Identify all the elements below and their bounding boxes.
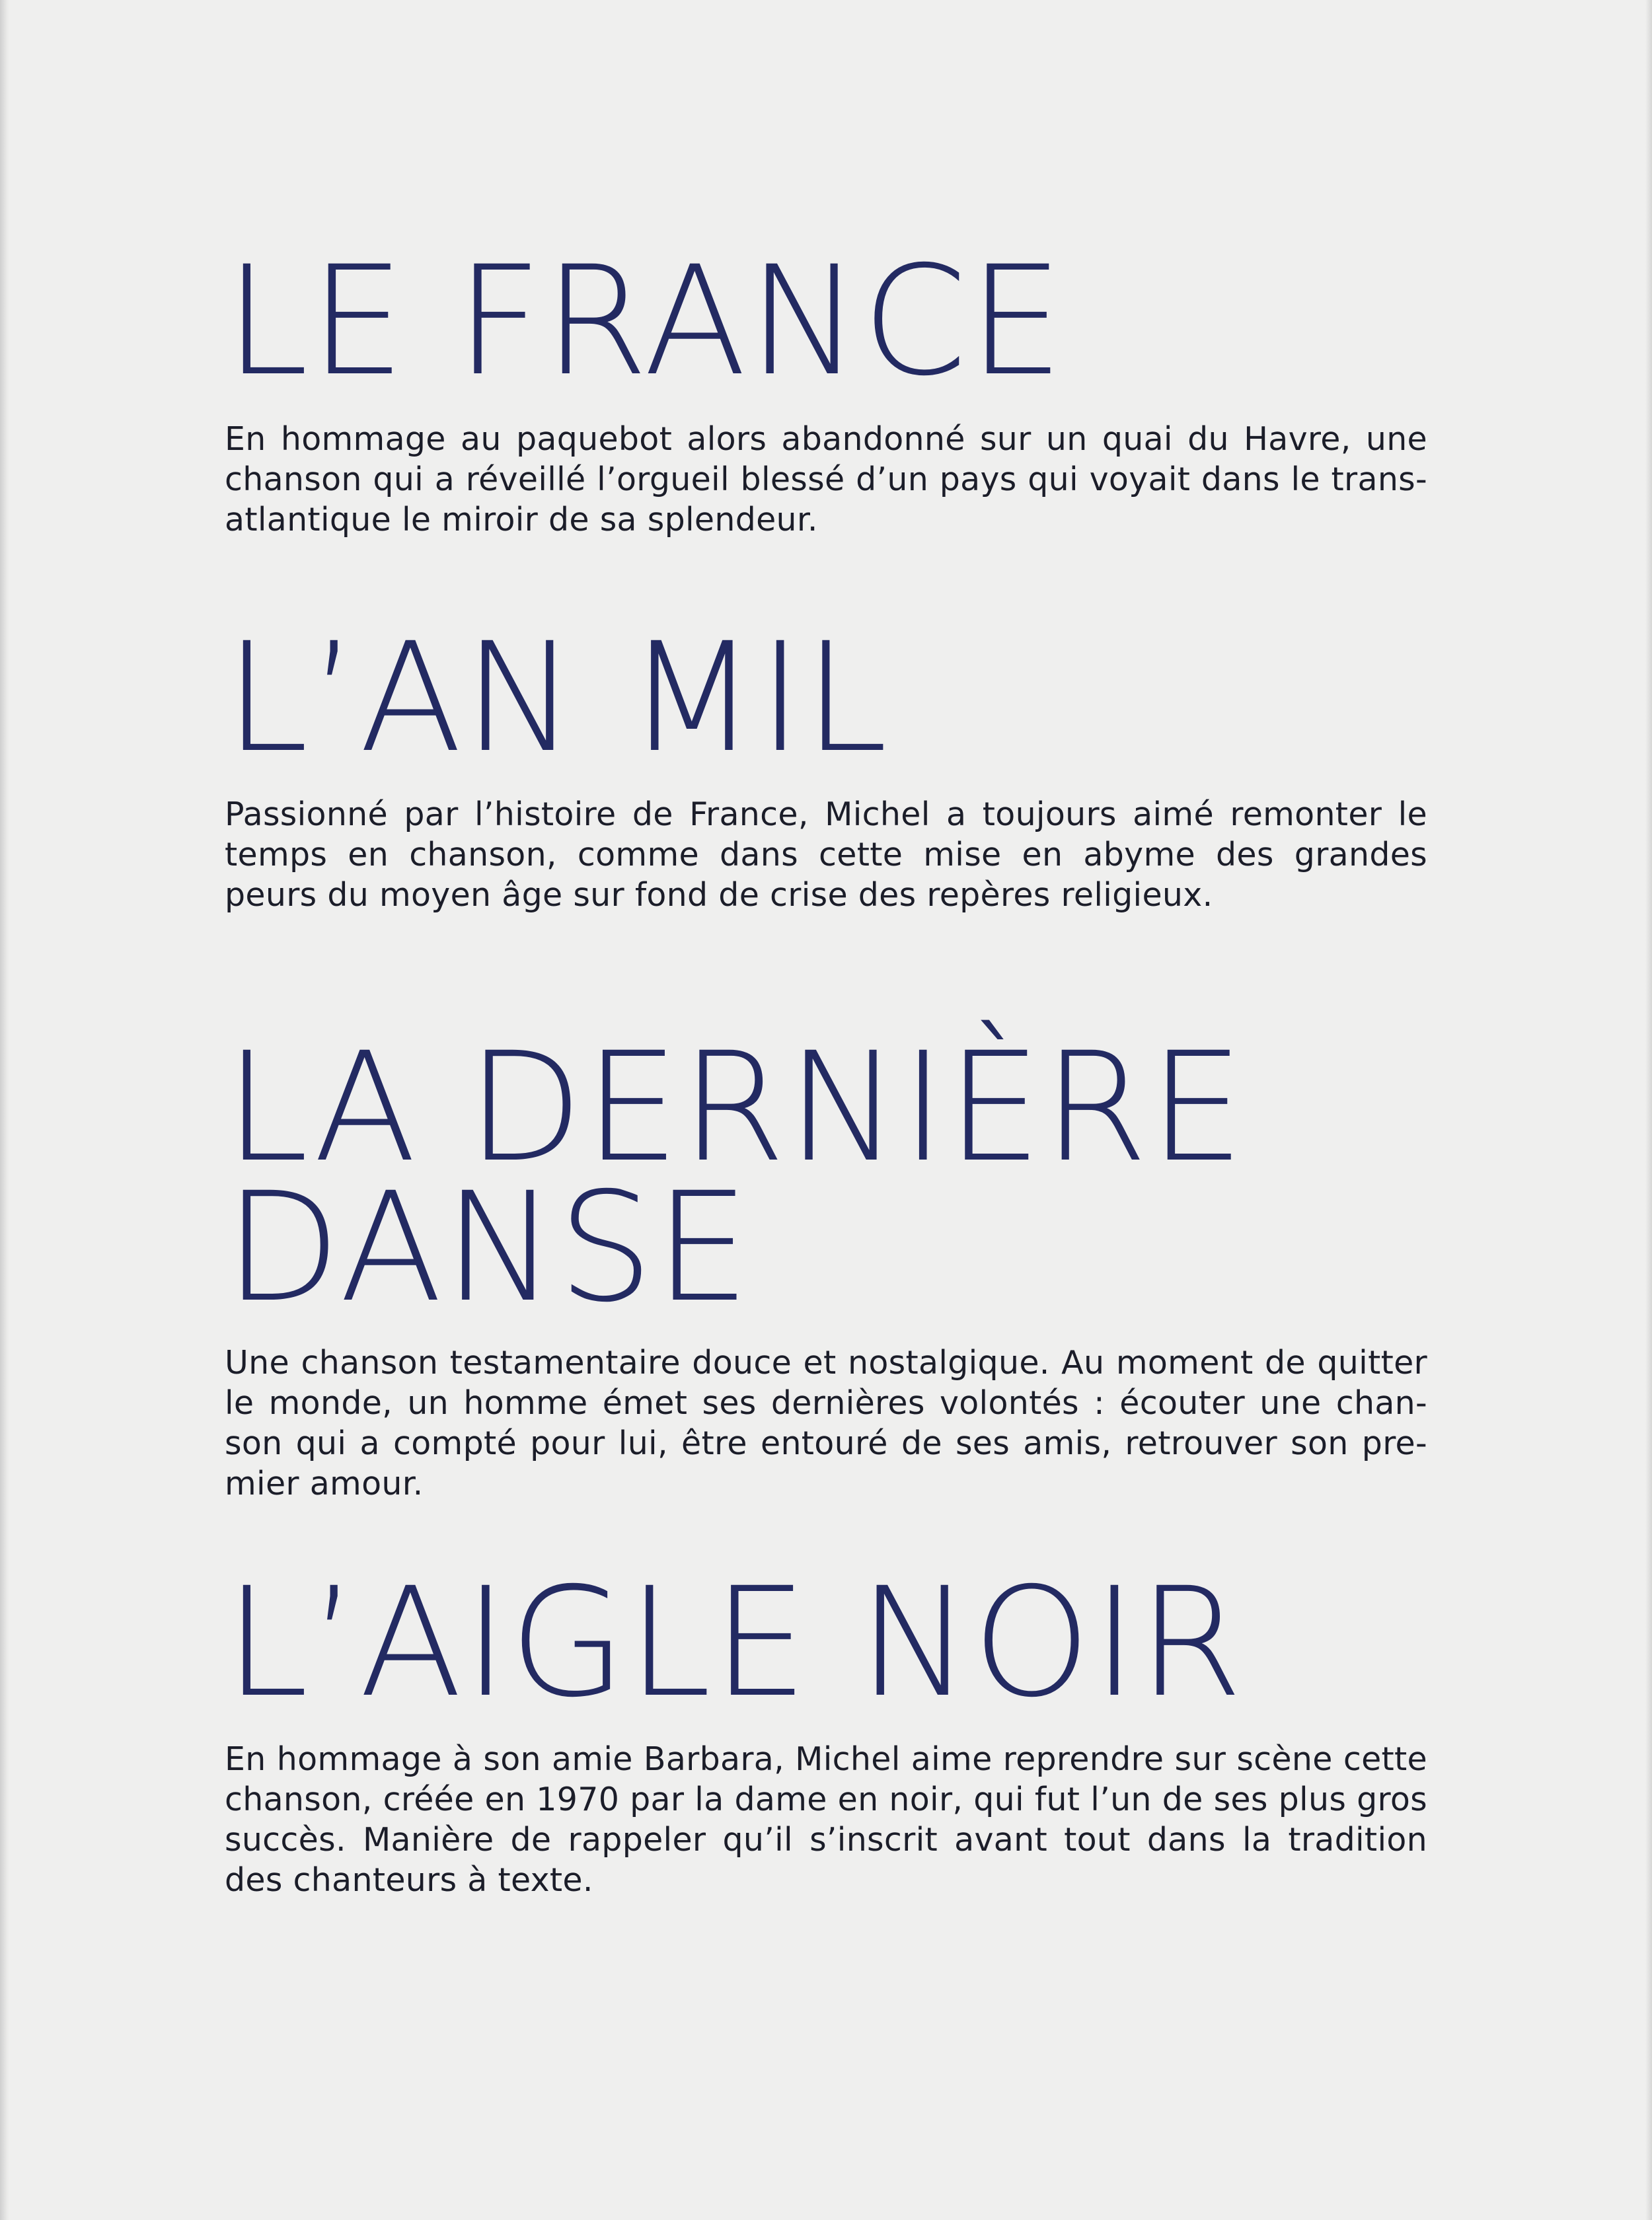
page-edge-right — [1645, 0, 1652, 2220]
song-title: L’AIGLE NOIR — [225, 1555, 1244, 1730]
song-description: En hommage à son amie Barbara, Michel aime reprendre sur scène cette chanson, créée en 1970 par la dame en noir, qui fut l’un de ses plus gros succès. Manière de rappeler qu’il s’inscrit avant tout dans la tradition des chanteurs à texte. — [225, 1740, 1427, 1899]
song-title: LA DERNIÈRE DANSE — [225, 1019, 1246, 1335]
song-title: L’AN MIL — [225, 610, 889, 786]
song-section-la-derniere-danse — [225, 1019, 1427, 1504]
song-description: Passionné par l’histoire de France, Michel a toujours aimé remonter le temps en chanson, comme dans cette mise en abyme des grandes peurs du moyen âge sur fond de crise des repères religieux. — [225, 796, 1427, 914]
song-description: Une chanson testamentaire douce et nostalgique. Au moment de quitter le monde, un homme émet ses dernières volontés : écouter une chan-son qui a compté pour lui, être entouré de ses amis, retrouver son pre-mier amour. — [225, 1344, 1427, 1502]
song-section-le-france — [225, 233, 1427, 540]
song-description: En hommage au paquebot alors abandonné sur un quai du Havre, une chanson qui a réveillé l’orgueil blessé d’un pays qui voyait dans le trans-atlantique le miroir de sa splendeur. — [225, 420, 1427, 538]
song-section-l-aigle-noir — [225, 1555, 1427, 1900]
song-section-l-an-mil — [225, 610, 1427, 915]
song-title: LE FRANCE — [225, 233, 1065, 409]
page-edge-left — [0, 0, 9, 2220]
